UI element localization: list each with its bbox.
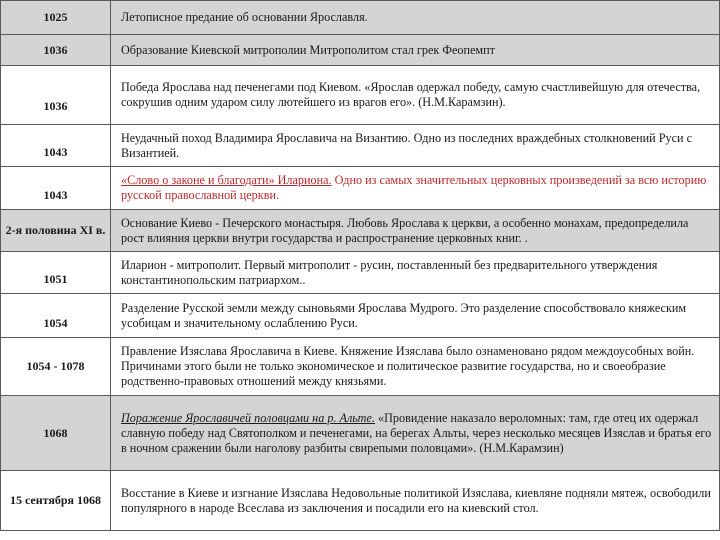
table-row bbox=[1, 210, 720, 252]
row-description: Неудачный поход Владимира Ярославича на Византию. Одно из последних враждебных столкновений Руси с Византией. bbox=[111, 125, 720, 167]
row-date: 1068 bbox=[1, 396, 111, 471]
defeat-title: Поражение Ярославичей половцами на р. Альте. bbox=[121, 410, 375, 425]
row-description bbox=[111, 396, 720, 471]
table-row bbox=[1, 167, 720, 210]
row-date: 1054 - 1078 bbox=[1, 338, 111, 396]
row-date: 1043 bbox=[1, 125, 111, 167]
row-description-text: «Провидение наказало вероломных: там, где отец их одержал славную победу над Святополком и печенегами, на берегах Альты, через несколько месяцев Изяслав и братья его в ночном сражении были наголову разбиты свирепыми половцами». (Н.М.Карамзин) bbox=[121, 410, 712, 455]
row-date: 1025 bbox=[1, 1, 111, 35]
table-row bbox=[1, 35, 720, 66]
row-date: 1051 bbox=[1, 252, 111, 294]
table-row bbox=[1, 471, 720, 531]
table-row bbox=[1, 66, 720, 125]
table-row bbox=[1, 396, 720, 471]
row-description: Летописное предание об основании Ярославля. bbox=[111, 1, 720, 35]
row-date: 1043 bbox=[1, 167, 111, 210]
table-row bbox=[1, 1, 720, 35]
table-row bbox=[1, 338, 720, 396]
row-description: Основание Киево - Печерского монастыря. Любовь Ярослава к церкви, а особенно монахам, предопределила рост влияния церкви внутри государства и распространение церковных книг. . bbox=[111, 210, 720, 252]
table-row bbox=[1, 125, 720, 167]
table-row bbox=[1, 294, 720, 338]
row-date: 15 сентября 1068 bbox=[1, 471, 111, 531]
row-description bbox=[111, 167, 720, 210]
row-description-text: Одно из самых значительных церковных произведений за всю историю русской православной церкви. bbox=[121, 173, 707, 202]
row-description: Образование Киевской митрополии Митрополитом стал грек Феопемпт bbox=[111, 35, 720, 66]
row-description: Разделение Русской земли между сыновьями Ярослава Мудрого. Это разделение способствовало княжеским усобицам и значительному ослаблению Руси. bbox=[111, 294, 720, 338]
row-date: 2-я половина XI в. bbox=[1, 210, 111, 252]
row-description: Правление Изяслава Ярославича в Киеве. Княжение Изяслава было ознаменовано рядом междоусобных войн. Причинами этого были не только экономическое и политическое развитие государства, но и своеобразие родственно-правовых отношений между князьями. bbox=[111, 338, 720, 396]
row-description: Победа Ярослава над печенегами под Киевом. «Ярослав одержал победу, самую счастливейшую для отечества, сокрушив одним ударом силу лютейшего из врагов его». (Н.М.Карамзин). bbox=[111, 66, 720, 125]
row-description: Восстание в Киеве и изгнание Изяслава Недовольные политикой Изяслава, киевляне подняли мятеж, освободили популярного в народе Всеслава из заключения и посадили его на киевский стол. bbox=[111, 471, 720, 531]
row-date: 1036 bbox=[1, 66, 111, 125]
row-description: Иларион - митрополит. Первый митрополит - русин, поставленный без предварительного утверждения константинопольским патриархом.. bbox=[111, 252, 720, 294]
row-date: 1036 bbox=[1, 35, 111, 66]
table-row bbox=[1, 252, 720, 294]
work-title-link[interactable]: «Слово о законе и благодати» Илариона. bbox=[121, 173, 332, 187]
row-date: 1054 bbox=[1, 294, 111, 338]
